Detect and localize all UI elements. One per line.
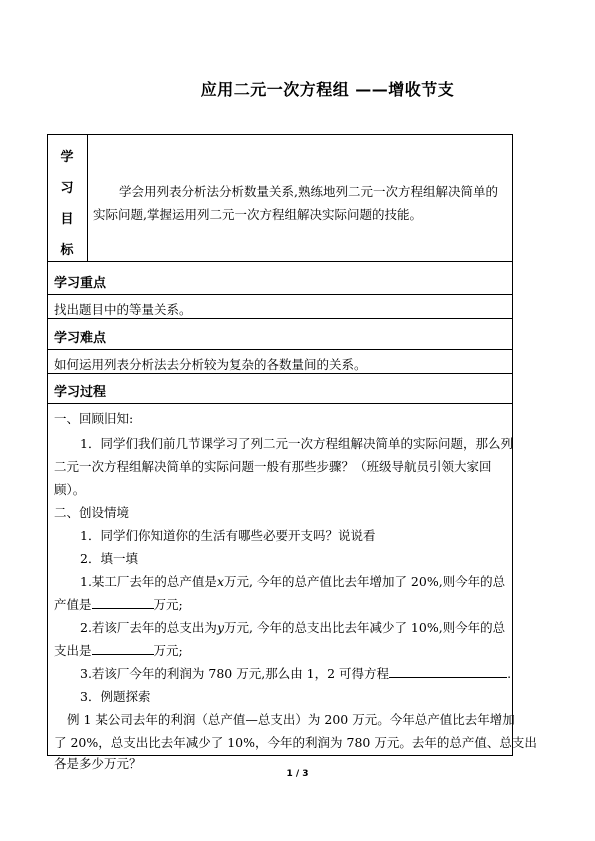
row-divider-diff-heading bbox=[47, 349, 513, 350]
scene-heading: 二、创设情境 bbox=[54, 505, 130, 520]
fill-question-2-cont bbox=[54, 641, 183, 659]
review-heading: 一、回顾旧知: bbox=[54, 411, 134, 426]
answer-blank[interactable] bbox=[92, 642, 154, 655]
row-divider-diff bbox=[47, 373, 513, 374]
fill-question-1 bbox=[80, 572, 505, 590]
fill-text: 万元; bbox=[153, 643, 183, 658]
goal-label-char: 目 bbox=[60, 212, 74, 227]
scene-question: 3．例题探索 bbox=[80, 689, 151, 704]
page-title: 应用二元一次方程组 ——增收节支 bbox=[200, 80, 455, 99]
fill-question-3 bbox=[80, 664, 511, 682]
example-line: 例 1 某公司去年的利润（总产值—总支出）为 200 万元。今年总产值比去年增加 bbox=[67, 712, 515, 727]
row-divider-goals bbox=[47, 261, 513, 262]
difficulty-heading: 学习难点 bbox=[54, 331, 107, 346]
goal-label-char: 学 bbox=[60, 150, 74, 165]
fill-text: 万元, 今年的总产值比去年增加了 20%,则今年的总 bbox=[224, 574, 506, 589]
fill-text: 支出是 bbox=[54, 643, 92, 658]
key-point-text: 找出题目中的等量关系。 bbox=[54, 302, 192, 317]
fill-text: 3.若该厂今年的利润为 780 万元,那么由 1，2 可得方程 bbox=[80, 666, 390, 681]
variable-y: y bbox=[216, 620, 224, 635]
fill-question-2 bbox=[80, 618, 505, 636]
row-divider-key bbox=[47, 318, 513, 319]
review-question-line: 二元一次方程组解决简单的实际问题一般有那些步骤？（班级导航员引领大家回 bbox=[54, 459, 492, 474]
row-divider-process-heading bbox=[47, 403, 513, 404]
review-question-line: 1．同学们我们前几节课学习了列二元一次方程组解决简单的实际问题，那么列 bbox=[80, 436, 513, 451]
fill-question-1-cont bbox=[54, 595, 183, 613]
difficulty-text: 如何运用列表分析法去分析较为复杂的各数量间的关系。 bbox=[54, 357, 367, 372]
answer-blank[interactable] bbox=[389, 665, 507, 678]
goal-text: 学会用列表分析法分析数量关系,熟练地列二元一次方程组解决简单的实际问题,掌握运用列二元一次方程组解决实际问题的技能。 bbox=[93, 184, 498, 222]
goal-label-char: 习 bbox=[60, 181, 74, 196]
key-point-heading: 学习重点 bbox=[54, 276, 107, 291]
fill-text: 产值是 bbox=[54, 597, 92, 612]
fill-text: . bbox=[507, 666, 512, 681]
scene-question: 1．同学们你知道你的生活有哪些必要开支吗？说说看 bbox=[80, 528, 376, 543]
fill-text: 万元; bbox=[153, 597, 183, 612]
column-divider bbox=[87, 134, 88, 261]
example-line: 了 20%，总支出比去年减少了 10%，今年的利润为 780 万元。去年的总产值、总支出 bbox=[54, 735, 537, 750]
fill-text: 2.若该厂去年的总支出为 bbox=[80, 620, 217, 635]
answer-blank[interactable] bbox=[92, 596, 154, 609]
page-number: 1 / 3 bbox=[286, 769, 309, 779]
fill-text: 1.某工厂去年的总产值是 bbox=[80, 574, 217, 589]
scene-question: 2．填一填 bbox=[80, 551, 138, 566]
row-divider-key-heading bbox=[47, 294, 513, 295]
fill-text: 万元, 今年的总支出比去年减少了 10%,则今年的总 bbox=[224, 620, 506, 635]
example-line: 各是多少万元？ bbox=[54, 756, 142, 771]
review-question-line: 顾）。 bbox=[54, 482, 86, 497]
variable-x: x bbox=[216, 574, 224, 589]
goal-label-char: 标 bbox=[60, 243, 74, 258]
process-heading: 学习过程 bbox=[54, 385, 107, 400]
